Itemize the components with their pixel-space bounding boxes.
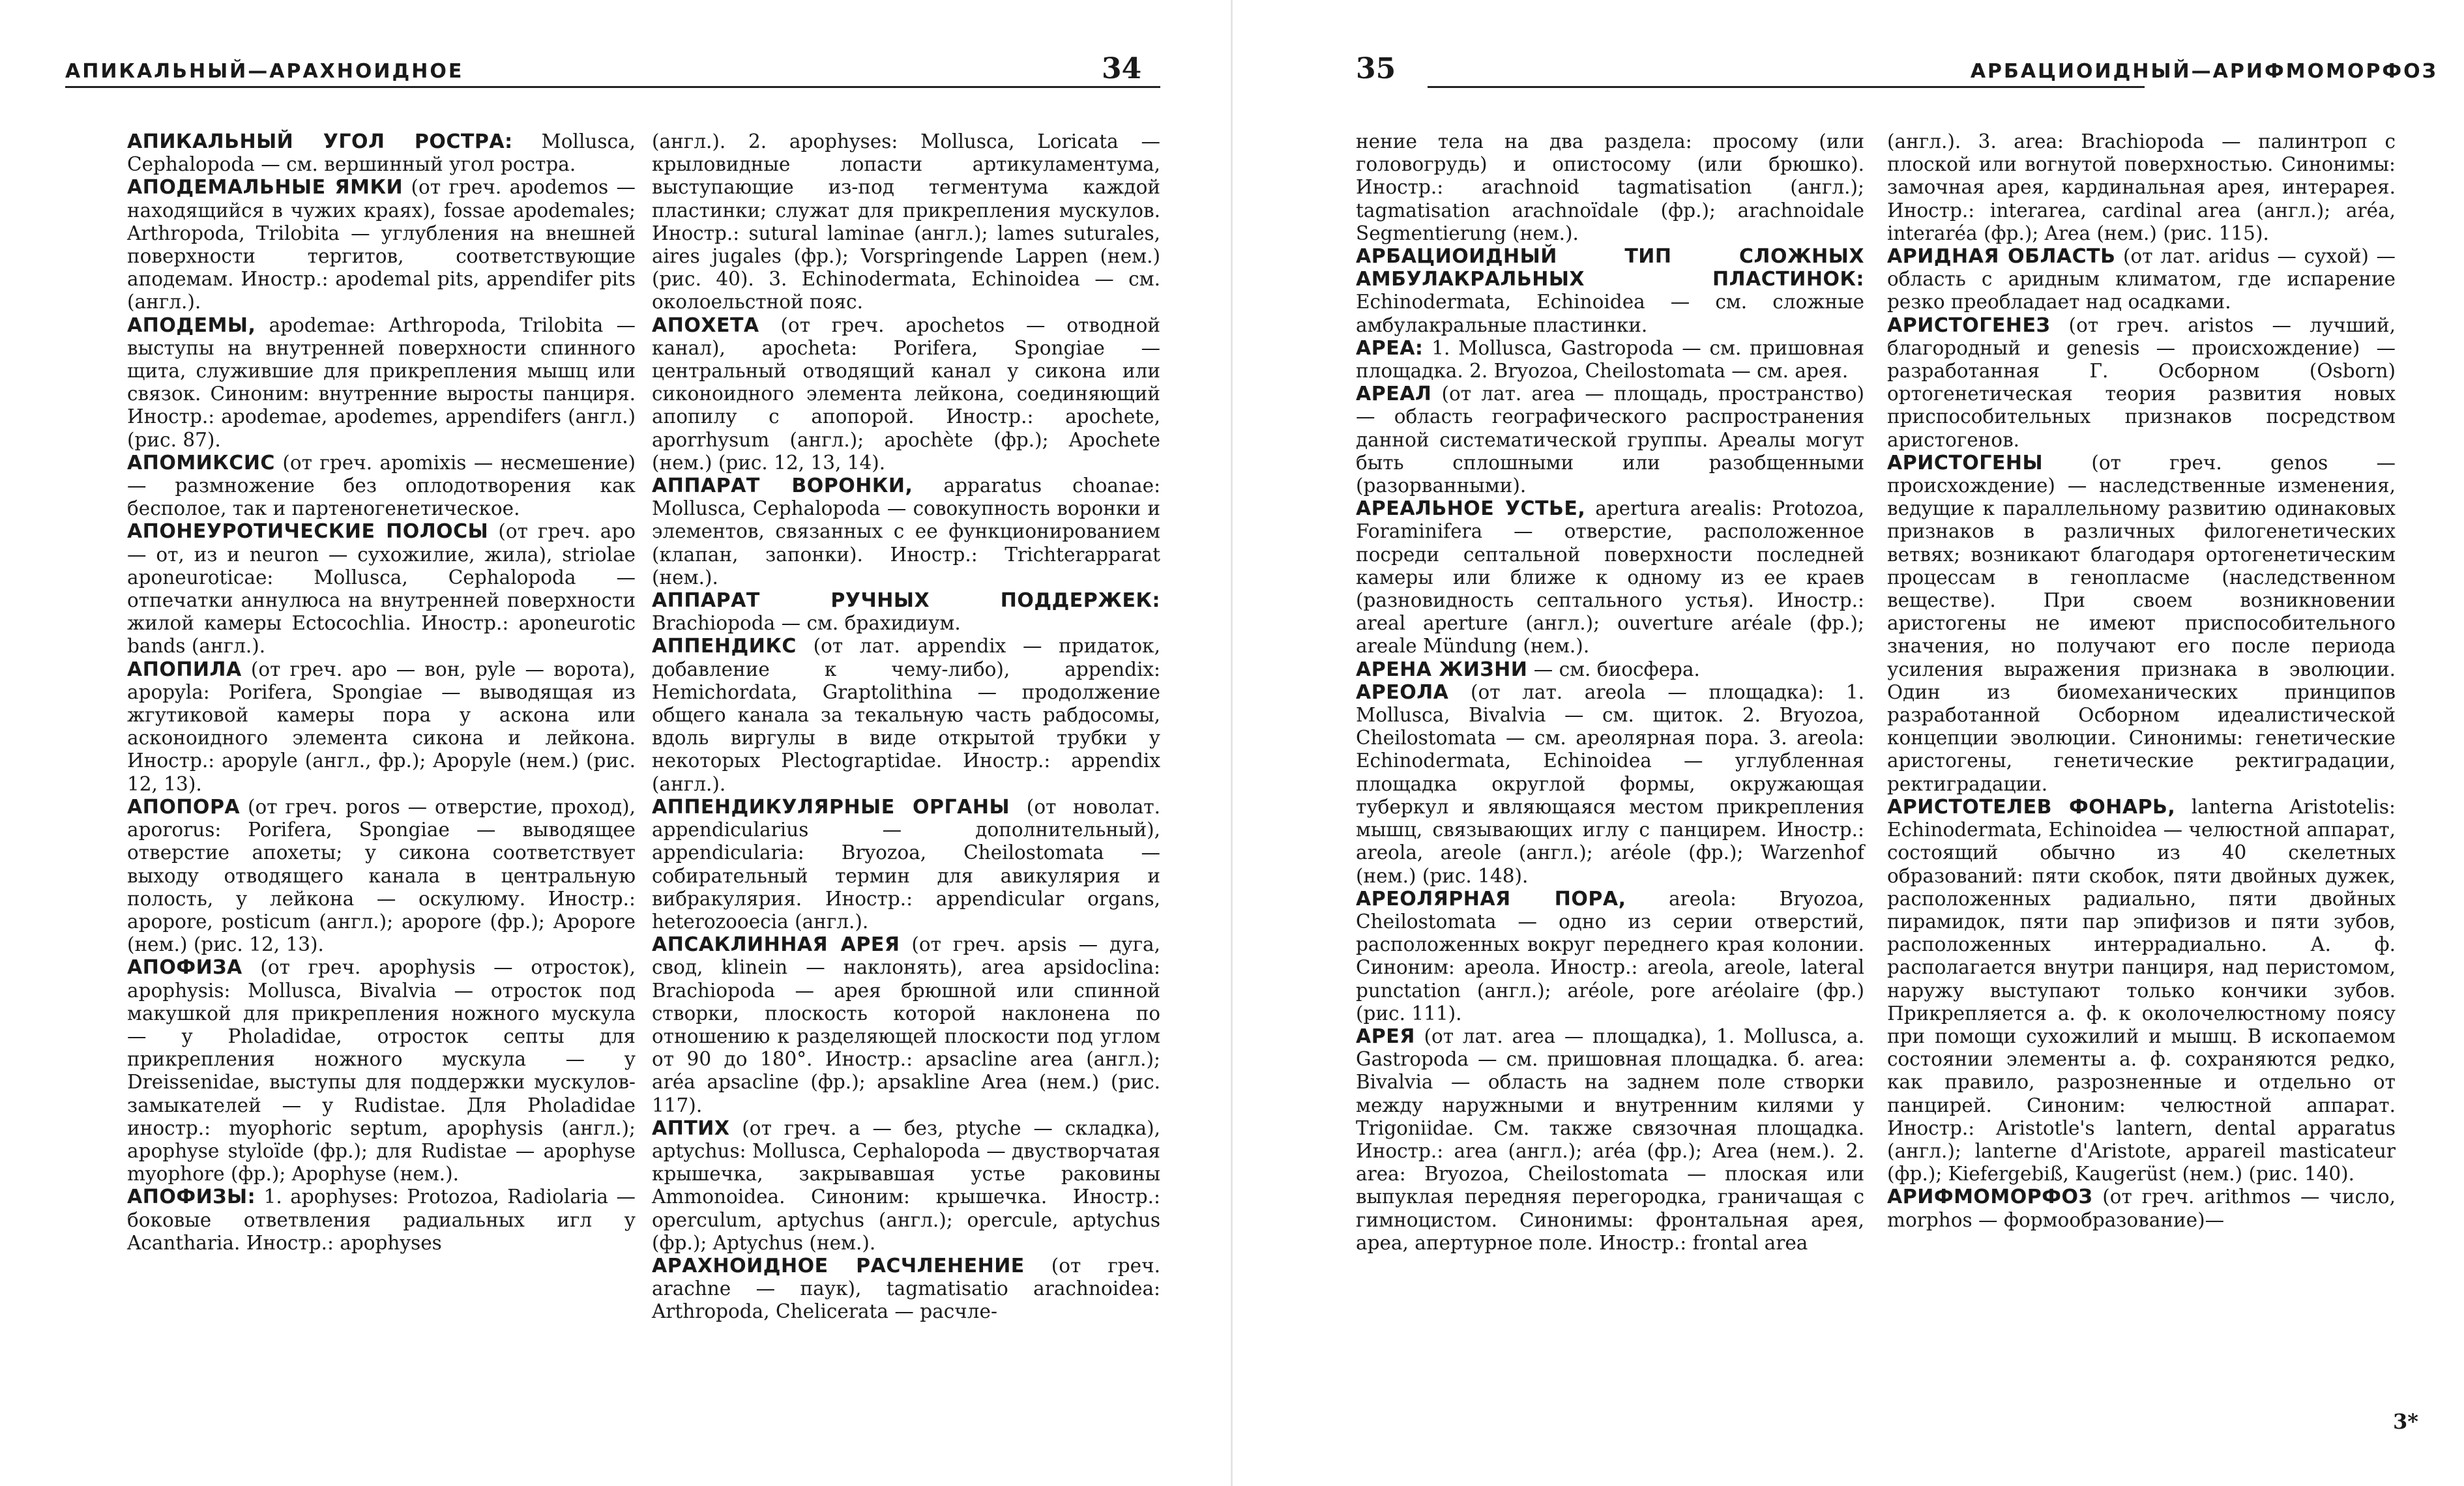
page-number-right: 35 [1356,52,1396,85]
dictionary-entry [1887,130,2396,245]
dictionary-entry [1356,1025,1864,1255]
entry-definition: (от греч. arachne — паук), tagmatisatio arachnoidea: Arthropoda, Chelicerata — расчле- [652,1254,1160,1323]
entry-definition: (от лат. areola — площадка): 1. Mollusca, Bivalvia — см. щиток. 2. Bryozoa, Cheilostomata — см. ареолярная пора. 3. areola: Echinodermata, Echinoidea — углубленная площадка округлой формы, окружающая туберкул и являющаяся местом прикрепления мышц, связывающих иглу с панцирем. Иностр.: areola, areole (англ.); aréole (фр.); Warzenhof (нем.) (рис. 148). [1356,680,1864,887]
dictionary-entry [127,314,636,452]
page-number-left: 34 [1102,52,1142,85]
entry-definition: Echinodermata, Echinoidea — см. сложные амбулакральные пластинки. [1356,291,1864,336]
entry-term: АПТИХ [652,1116,730,1140]
entry-definition: — см. биосфера. [1527,658,1700,680]
right-column-2 [1887,130,2396,1232]
header-rule-left [65,86,1160,88]
entry-term: АПОПОРА [127,795,241,819]
dictionary-entry [127,130,636,176]
entry-definition: (от греч. apo — вон, pyle — ворота), apopyla: Porifera, Spongiae — выводящая из жгутиковой камеры пора у аскона или асконоидного элемента сикона и лейкона. Иностр.: apopyle (англ., фр.); Apopyle (нем.) (рис. 12, 13). [127,658,636,795]
dictionary-entry [1356,337,1864,383]
dictionary-entry [127,658,636,796]
left-column-2 [652,130,1160,1324]
dictionary-entry [1356,888,1864,1025]
dictionary-entry [1887,245,2396,314]
dictionary-entry [1356,497,1864,658]
entry-definition: (от греч. a — без, ptyche — складка), aptychus: Mollusca, Cephalopoda — двустворчатая крышечка, закрывавшая устье раковины Ammonoidea. Синоним: крышечка. Иностр.: operculum, aptychus (англ.); opercule, aptychus (фр.); Aptychus (нем.). [652,1116,1160,1254]
entry-definition: (от греч. apsis — дуга, свод, klinein — наклонять), area apsidoclina: Brachiopoda — арея брюшной или спинной створки, плоскость которой наклонена по отношению к разделяющей плоскости под углом от 90 до 180°. Иностр.: apsacline area (англ.); aréa apsacline (фр.); apsakline Area (нем.) (рис. 117). [652,933,1160,1116]
dictionary-entry [127,520,636,658]
entry-definition: lanterna Aristotelis: Echinodermata, Echinoidea — челюстной аппарат, состоящий обычно из 40 скелетных образований: пяти скобок, пяти двойных дужек, расположенных радиально, пяти двойных пирамидок, пяти пар эпифизов и пяти зубов, расположенных интеррадиально. А. ф. располагается внутри панциря, над перистомом, наружу выступают только кончики зубов. Прикрепляется а. ф. к околочелюстному поясу при помощи сухожилий и мышц. В ископаемом состоянии элементы а. ф. сохраняются редко, как правило, разрозненные и отдельно от панцирей. Синоним: челюстной аппарат. Иностр.: Aristotle's lantern, dental apparatus (англ.); lanterne d'Aristote, appareil masticateur (фр.); Kiefergebiß, Kaugerüst (нем.) (рис. 140). [1887,795,2396,1186]
entry-definition: apodemae: Arthropoda, Trilobita — выступы на внутренней поверхности спинного щита, служившие для прикрепления мышц или связок. Синоним: внутренние выросты панциря. Иностр.: apodemae, apodemes, appendifers (англ.) (рис. 87). [127,313,636,451]
entry-term: АППАРАТ РУЧНЫХ ПОДДЕРЖЕК: [652,589,1160,613]
entry-term: АРЕЯ [1356,1025,1415,1048]
entry-term: АПОНЕУРОТИЧЕСКИЕ ПОЛОСЫ [127,520,489,544]
entry-term: АППЕНДИКУЛЯРНЫЕ ОРГАНЫ [652,795,1010,819]
entry-term: АПОХЕТА [652,313,759,337]
running-head-left: АПИКАЛЬНЫЙ—АРАХНОИДНОЕ [65,60,464,83]
entry-term: АПСАКЛИННАЯ АРЕЯ [652,933,900,957]
entry-term: АРЕОЛА [1356,680,1449,704]
entry-definition: (англ.). 3. area: Brachiopoda — палинтроп с плоской или вогнутой поверхностью. Синонимы: замочная арея, кардинальная арея, интерарея. Иностр.: interarea, cardinal area (англ.); aréa, interaréa (фр.); Area (нем.) (рис. 115). [1887,130,2396,244]
dictionary-entry [652,474,1160,589]
entry-term: АРИСТОТЕЛЕВ ФОНАРЬ, [1887,795,2176,819]
dictionary-entry [1887,452,2396,796]
entry-definition: (от лат. area — площадка), 1. Mollusca, а. Gastropoda — см. пришовная площадка. б. area: Bivalvia — область на заднем поле створки между наружными и внутренним килями у Trigoniidae. См. также связочная площадка. Иностр.: area (англ.); aréa (фр.); Area (нем.). 2. area: Bryozoa, Cheilostomata — плоская или выпуклая передняя перегородка, граничащая с гимноцистом. Синонимы: фронтальная арея, ареа, апертурное поле. Иностр.: frontal area [1356,1025,1864,1254]
entry-term: АРЕНА ЖИЗНИ [1356,658,1528,681]
entry-term: АРЕАЛ [1356,383,1432,406]
entry-definition: areola: Bryozoa, Cheilostomata — одно из серии отверстий, расположенных вокруг переднего края колонии. Синоним: ареола. Иностр.: areola, areole, lateral punctation (англ.); aréole, pore aréolaire (фр.) (рис. 111). [1356,887,1864,1025]
dictionary-entry [1356,658,1864,681]
entry-definition: (англ.). 2. apophyses: Mollusca, Loricata — крыловидные лопасти артикуламентума, выступающие из-под тегментума каждой пластинки; служат для прикрепления мускулов. Иностр.: sutural laminae (англ.); lames suturales, aires jugales (фр.); Vorspringende Lappen (нем.) (рис. 40). 3. Echinodermata, Echinoidea — см. околоельстной пояс. [652,130,1160,313]
left-column-1 [127,130,636,1255]
dictionary-entry [652,314,1160,474]
entry-definition: Brachiopoda — см. брахидиум. [652,612,961,635]
dictionary-entry [1356,245,1864,337]
entry-term: АПОДЕМЫ, [127,313,256,337]
entry-definition: (от греч. apophysis — отросток), apophysis: Mollusca, Bivalvia — отросток под макушкой для прикрепления ножного мускула — у Pholadidae, отросток септы для прикрепления ножного мускула — у Dreissenidae, выступы для поддержки мускулов-замыкателей — у Rudistae. Для Pholadidae иностр.: myophoric septum, apophysis (англ.); apophyse styloïde (фр.); для Rudistae — apophyse myophore (фр.); Apophyse (нем.). [127,956,636,1186]
entry-term: АПОПИЛА [127,658,242,681]
dictionary-entry [652,130,1160,314]
dictionary-entry [652,635,1160,795]
entry-definition: (от греч. apodemos — находящийся в чужих краях), fossae apodemales; Arthropoda, Trilobita — углубления на внешней поверхности тергитов, соответствующие аподемам. Иностр.: apodemal pits, appendifer pits (англ.). [127,176,636,313]
header-rule-right [1428,86,2145,88]
right-page [1232,0,2464,1486]
entry-term: АРИСТОГЕНЕЗ [1887,313,2051,337]
entry-term: АРИДНАЯ ОБЛАСТЬ [1887,245,2116,269]
entry-term: АРБАЦИОИДНЫЙ ТИП СЛОЖНЫХ АМБУЛАКРАЛЬНЫХ ПЛАСТИНОК: [1356,245,1864,291]
dictionary-entry [127,1186,636,1255]
entry-definition: (от греч. poros — отверстие, проход), apororus: Porifera, Spongiae — выводящее отверстие апохеты; у сикона соответствует выходу отводящего канала в центральную полость, у лейкона — оскулюму. Иностр.: apopore, posticum (англ.); apopore (фр.); Apopore (нем.) (рис. 12, 13). [127,795,636,956]
dictionary-entry [1356,681,1864,888]
entry-definition: (от лат. appendix — придаток, добавление к чему-либо), appendix: Hemichordata, Graptolithina — продолжение общего канала за текальную часть рабдосомы, вдоль виргулы в виде открытой трубки у некоторых Plectograptidae. Иностр.: appendix (англ.). [652,635,1160,795]
entry-definition: (от греч. apomixis — несмешение) — размножение без оплодотворения как бесполое, так и партеногенетическое. [127,451,636,520]
right-column-1 [1356,130,1864,1255]
dictionary-entry [652,796,1160,933]
entry-term: АРИФМОМОРФОЗ [1887,1186,2093,1209]
dictionary-entry [1356,383,1864,497]
dictionary-entry [127,956,636,1186]
entry-term: АРИСТОГЕНЫ [1887,451,2044,474]
entry-definition: 1. Mollusca, Gastropoda — см. пришовная площадка. 2. Bryozoa, Cheilostomata — см. арея. [1356,336,1864,383]
dictionary-entry [1887,314,2396,452]
dictionary-entry [1887,1186,2396,1231]
entry-definition: нение тела на два раздела: просому (или головогрудь) и опистосому (или брюшко). Иностр.: arachnoid tagmatisation (англ.); tagmatisation arachnoïdale (фр.); arachnoidale Segmentierung (нем.). [1356,130,1864,244]
entry-definition: Mollusca, Cephalopoda — см. вершинный угол ростра. [127,130,636,176]
entry-term: АПОФИЗЫ: [127,1186,256,1209]
entry-definition: (от новолат. appendicularius — дополнительный), appendicularia: Bryozoa, Cheilostomata — собирательный термин для авикулярия и вибракулярия. Иностр.: appendicular organs, heterozooecia (англ.). [652,795,1160,933]
entry-definition: apparatus choanae: Mollusca, Cephalopoda — совокупность воронки и элементов, связанных с ее функционированием (клапан, запонки). Иностр.: Trichterapparat (нем.). [652,474,1161,589]
dictionary-entry [652,933,1160,1117]
entry-term: АРАХНОИДНОЕ РАСЧЛЕНЕНИЕ [652,1254,1025,1277]
dictionary-entry [1356,130,1864,245]
dictionary-entry [127,796,636,956]
running-head-right: АРБАЦИОИДНЫЙ—АРИФМОМОРФОЗ [1970,60,2438,83]
entry-term: АПОДЕМАЛЬНЫЕ ЯМКИ [127,176,403,199]
entry-term: АРЕОЛЯРНАЯ ПОРА, [1356,887,1626,911]
entry-definition: (от греч. genos — происхождение) — наследственные изменения, ведущие к параллельному развитию одинаковых признаков в различных филогенетических ветвях; возникают благодаря ортогенетическим процессам в генопласме (наследственном веществе). При своем возникновении аристогены не имеют приспособительного значения, но получают его после периода усиления выражения признака в эволюции. Один из биомеханических принципов разработанной Осборном идеалистической концепции эволюции. Синонимы: генетические аристогены, генетические ректиградации, ректиградации. [1887,451,2396,795]
dictionary-entry [127,176,636,313]
entry-definition: apertura arealis: Protozoa, Foraminifera — отверстие, расположенное посреди септальной поверхности последней камеры или ближе к одному из ее краев (разновидность септального устья). Иностр.: areal aperture (англ.); ouverture aréale (фр.); areale Mündung (нем.). [1356,497,1864,658]
entry-definition: (от лат. aridus — сухой) — область с аридным климатом, где испарение резко преобладает над осадками. [1887,245,2396,313]
dictionary-entry [652,589,1160,635]
entry-definition: (от греч. arithmos — число, morphos — формообразование)— [1887,1186,2396,1231]
entry-term: АПОФИЗА [127,956,242,980]
dictionary-entry [1887,796,2396,1186]
entry-term: АППЕНДИКС [652,635,797,658]
dictionary-entry [652,1117,1160,1255]
entry-term: АПИКАЛЬНЫЙ УГОЛ РОСТРА: [127,130,513,153]
entry-definition: 1. apophyses: Protozoa, Radiolaria — боковые ответвления радиальных игл у Acantharia. Иностр.: apophyses [127,1186,636,1254]
entry-term: АРЕА: [1356,336,1424,360]
dictionary-entry [127,452,636,521]
entry-definition: (от лат. area — площадь, пространство) — область географического распространения данной систематической группы. Ареалы могут быть сплошными или разобщенными (разорванными). [1356,383,1864,497]
signature-mark: 3* [2393,1409,2418,1434]
entry-definition: (от греч. apo — от, из и neuron — сухожилие, жила), striolae aponeuroticae: Mollusca, Cephalopoda — отпечатки аннулюса на внутренней поверхности жилой камеры Ectocochlia. Иностр.: aponeurotic bands (англ.). [127,520,636,658]
entry-term: АППАРАТ ВОРОНКИ, [652,474,913,498]
entry-term: АПОМИКСИС [127,451,275,474]
entry-definition: (от греч. aristos — лучший, благородный и genesis — происхождение) — разработанная Г. Осборном (Osborn) ортогенетическая теория развития новых приспособительных признаков посредством аристогенов. [1887,313,2396,451]
entry-definition: (от греч. apochetos — отводной канал), apocheta: Porifera, Spongiae — центральный отводящий канал у сикона или сиконоидного элемента лейкона, соединяющий апопилу с апопорой. Иностр.: apochete, aporrhysum (англ.); apochète (фр.); Apochete (нем.) (рис. 12, 13, 14). [652,313,1160,474]
entry-term: АРЕАЛЬНОЕ УСТЬЕ, [1356,497,1586,521]
dictionary-entry [652,1255,1160,1324]
